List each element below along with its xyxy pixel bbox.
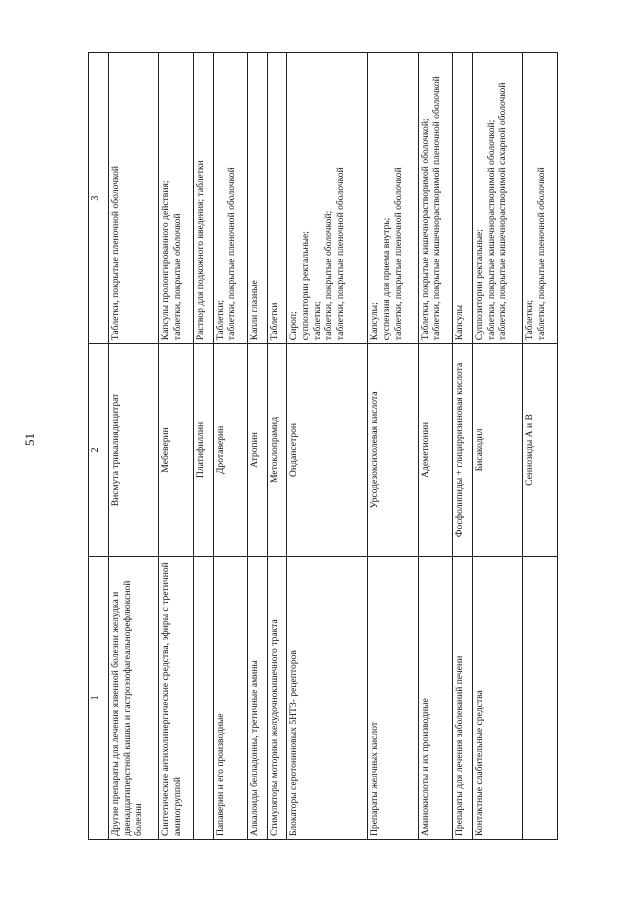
header-col-3: 3	[89, 53, 109, 344]
dosage-form-line: Сироп;	[288, 311, 300, 341]
table-row	[523, 53, 558, 840]
cell-dosage-forms	[287, 53, 368, 344]
cell-group: Синтетические антихолинергические средства, эфиры с третичной аминогруппой	[159, 556, 194, 839]
table-row	[213, 53, 248, 840]
cell-dosage-forms	[109, 53, 159, 344]
cell-group: Препараты желчных кислот	[368, 556, 418, 839]
cell-dosage-forms	[368, 53, 418, 344]
cell-dosage-forms	[194, 53, 213, 344]
table-header-row	[89, 53, 109, 840]
dosage-form-line: Таблетки, покрытые пленочной оболочкой	[110, 165, 122, 341]
cell-dosage-forms	[453, 53, 472, 344]
cell-group: Папаверин и его производные	[213, 556, 248, 839]
dosage-form-line: таблетки, покрытые кишечнорастворимой сахарной оболочкой	[497, 82, 509, 341]
dosage-form-line: таблетки, покрытые пленочной оболочкой	[392, 167, 404, 341]
cell-drug-name: Метоклопрамид	[267, 344, 286, 556]
cell-drug-name: Ондансетрон	[287, 344, 368, 556]
rotated-table-wrapper	[88, 52, 558, 840]
dosage-form-line: таблетки, покрытые кишечнорастворимой оболочкой;	[485, 119, 497, 341]
cell-dosage-forms	[213, 53, 248, 344]
drug-table	[88, 52, 558, 840]
dosage-form-line: Капсулы;	[369, 302, 381, 341]
cell-drug-name: Мебеверин	[159, 344, 194, 556]
cell-group: Препараты для лечения заболеваний печени	[453, 556, 472, 839]
cell-dosage-forms	[418, 53, 453, 344]
cell-drug-name: Дротаверин	[213, 344, 248, 556]
header-col-2: 2	[89, 344, 109, 556]
dosage-form-line: таблетки, покрытые оболочкой	[172, 213, 184, 341]
dosage-form-line: таблетки, покрытые пленочной оболочкой	[226, 167, 238, 341]
cell-drug-name: Атропин	[248, 344, 267, 556]
dosage-form-line: таблетки, покрытые пленочной оболочкой	[334, 167, 346, 341]
header-col-1: 1	[89, 556, 109, 839]
dosage-form-line: суспензия для приема внутрь;	[381, 217, 392, 341]
cell-dosage-forms	[248, 53, 267, 344]
cell-group: Алкалоиды белладонны, третичные амины	[248, 556, 267, 839]
cell-group	[194, 556, 213, 839]
cell-dosage-forms	[267, 53, 286, 344]
cell-dosage-forms	[159, 53, 194, 344]
cell-group: Контактные слабительные средства	[472, 556, 522, 839]
dosage-form-line: таблетки;	[311, 301, 323, 341]
table-row	[109, 53, 159, 840]
cell-drug-name: Урсодезоксихолевая кислота	[368, 344, 418, 556]
table-row	[453, 53, 472, 840]
cell-group: Другие препараты для лечения язвенной болезни желудка и двенадцатиперстной кишки и гастроэзофагеальнорефлюксной болезни	[109, 556, 159, 839]
dosage-form-line: таблетки, покрытые пленочной оболочкой	[535, 167, 547, 341]
dosage-form-line: Капсулы	[454, 304, 466, 341]
table-row	[267, 53, 286, 840]
cell-group	[523, 556, 558, 839]
dosage-form-line: Капли глазные	[249, 280, 261, 341]
cell-group: Блокаторы серотониновых 5НТ3- рецепторов	[287, 556, 368, 839]
dosage-form-line: таблетки, покрытые оболочкой;	[323, 210, 335, 341]
dosage-form-line: Суппозитории ректальные;	[473, 229, 485, 341]
page-number: 51	[22, 433, 37, 446]
dosage-form-line: суппозитории ректальные;	[299, 231, 311, 341]
cell-drug-name: Адеметионин	[418, 344, 453, 556]
cell-drug-name: Сеннозиды А и В	[523, 344, 558, 556]
cell-drug-name: Фосфолипиды + глицирризиновая кислота	[453, 344, 472, 556]
dosage-form-line: Таблетки;	[524, 299, 536, 341]
cell-group: Аминокислоты и их производные	[418, 556, 453, 839]
dosage-form-line: Таблетки	[268, 302, 280, 341]
cell-dosage-forms	[472, 53, 522, 344]
dosage-form-line: Раствор для подкожного введения; таблетки	[195, 160, 207, 341]
dosage-form-line: таблетки, покрытые кишечнорастворимой пленочной оболочкой	[431, 76, 443, 341]
table-row	[287, 53, 368, 840]
cell-drug-name: Бисакодил	[472, 344, 522, 556]
cell-group: Стимуляторы моторики желудочнокишечного тракта	[267, 556, 286, 839]
cell-drug-name: Висмута трикалиядицитрат	[109, 344, 159, 556]
table-row	[194, 53, 213, 840]
cell-drug-name: Платифиллин	[194, 344, 213, 556]
dosage-form-line: Таблетки;	[214, 299, 226, 341]
cell-dosage-forms	[523, 53, 558, 344]
dosage-form-line: Таблетки, покрытые кишечнорастворимой оболочкой;	[419, 118, 431, 341]
table-row	[248, 53, 267, 840]
table-row	[368, 53, 418, 840]
dosage-form-line: Капсулы пролонгированного действия;	[160, 180, 172, 341]
table-row	[159, 53, 194, 840]
table-row	[472, 53, 522, 840]
table-row	[418, 53, 453, 840]
